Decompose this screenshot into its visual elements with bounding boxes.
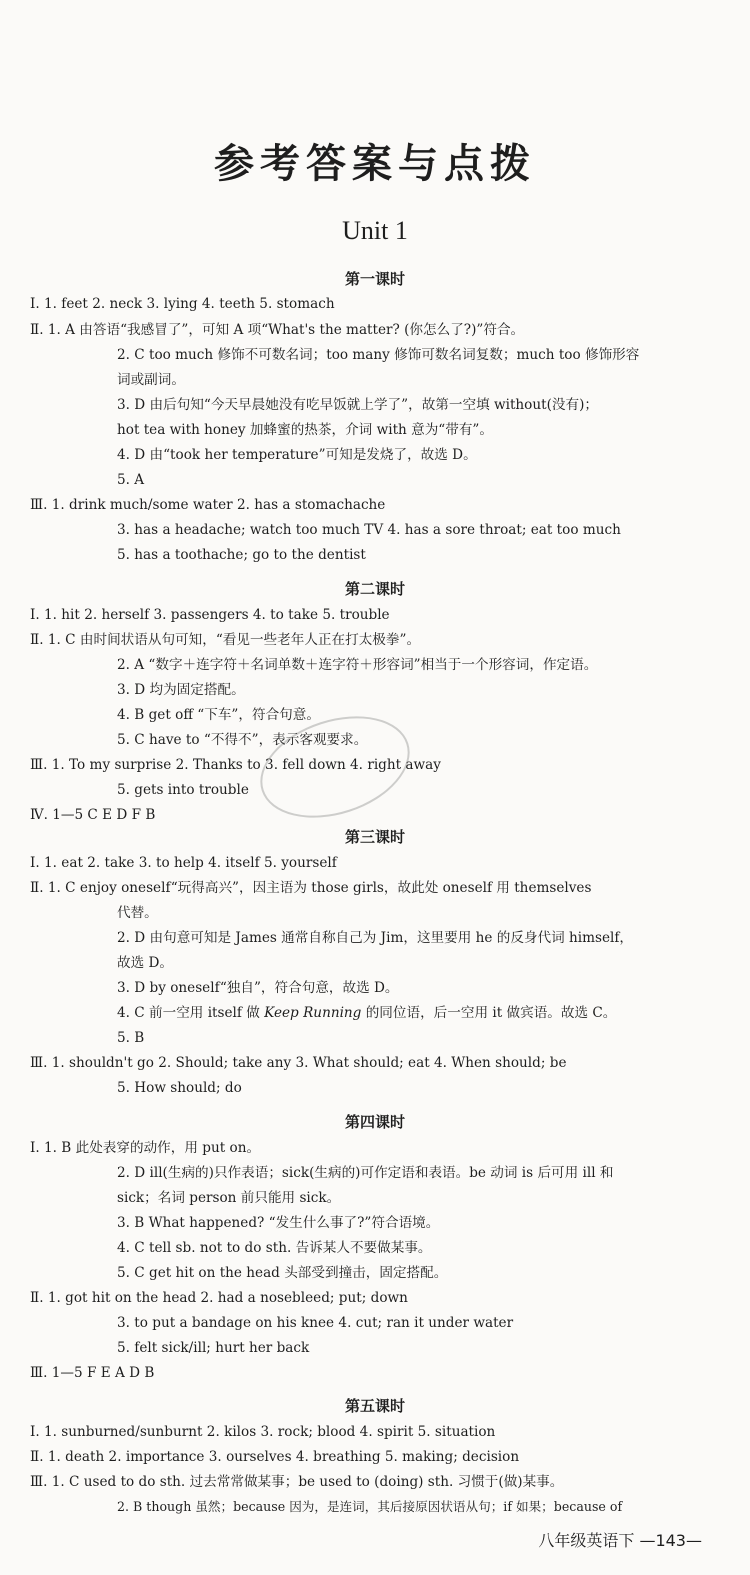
- answer-line: Ⅲ. 1—5 F E A D B: [30, 1365, 155, 1381]
- answer-line: 5. gets into trouble: [117, 782, 249, 798]
- answer-line: Ⅰ. 1. eat 2. take 3. to help 4. itself 5. yourself: [30, 855, 337, 871]
- answer-line: Ⅱ. 1. A 由答语“我感冒了”，可知 A 项“What's the matter? (你怎么了?)”符合。: [30, 322, 525, 338]
- answer-line: 4. D 由“took her temperature”可知是发烧了，故选 D。: [117, 447, 477, 463]
- answer-line: 4. C tell sb. not to do sth. 告诉某人不要做某事。: [117, 1240, 432, 1256]
- answer-line: Ⅰ. 1. hit 2. herself 3. passengers 4. to take 5. trouble: [30, 607, 390, 623]
- answer-line: Ⅰ. 1. feet 2. neck 3. lying 4. teeth 5. stomach: [30, 296, 335, 312]
- answer-line: 5. B: [117, 1030, 145, 1046]
- page-footer: 八年级英语下 —143—: [538, 1531, 702, 1550]
- answer-line: 2. C too much 修饰不可数名词；too many 修饰可数名词复数；much too 修饰形容: [117, 347, 640, 363]
- answer-line: 故选 D。: [117, 955, 174, 971]
- page-title: 参考答案与点拨: [214, 141, 536, 187]
- answer-line: 3. has a headache; watch too much TV 4. has a sore throat; eat too much: [117, 522, 621, 538]
- answer-line: 2. B though 虽然；because 因为，是连词，其后接原因状语从句；if 如果；because of: [117, 1499, 623, 1514]
- answer-line: 3. D 由后句知“今天早晨她没有吃早饭就上学了”，故第一空填 without(没有)；: [117, 397, 598, 413]
- answer-line: 2. D 由句意可知是 James 通常自称自己为 Jim，这里要用 he 的反身代词 himself，: [117, 930, 634, 946]
- answer-line: 词或副词。: [117, 372, 185, 388]
- answer-line: Ⅱ. 1. death 2. importance 3. ourselves 4. breathing 5. making; decision: [30, 1449, 520, 1465]
- answer-line: Ⅰ. 1. sunburned/sunburnt 2. kilos 3. rock; blood 4. spirit 5. situation: [30, 1424, 496, 1440]
- answer-text: 的同位语，后一空用 it 做宾语。故选 C。: [361, 1005, 617, 1021]
- answer-line: sick；名词 person 前只能用 sick。: [117, 1190, 341, 1206]
- answer-line: 3. D by oneself“独自”，符合句意，故选 D。: [117, 980, 399, 996]
- answer-line: hot tea with honey 加蜂蜜的热茶，介词 with 意为“带有”。: [117, 422, 493, 438]
- answer-line: 3. D 均为固定搭配。: [117, 682, 245, 698]
- answer-line: Ⅲ. 1. To my surprise 2. Thanks to 3. fell down 4. right away: [30, 757, 441, 773]
- answer-text: 4. C 前一空用 itself 做: [117, 1005, 260, 1021]
- answer-line: Ⅳ. 1—5 C E D F B: [30, 807, 156, 823]
- section-title-4: 第四课时: [344, 1113, 405, 1131]
- answer-line: 2. D ill(生病的)只作表语；sick(生病的)可作定语和表语。be 动词 is 后可用 ill 和: [117, 1165, 614, 1181]
- answer-line: Ⅰ. 1. B 此处表穿的动作，用 put on。: [30, 1140, 261, 1156]
- answer-line: Ⅱ. 1. got hit on the head 2. had a nosebleed; put; down: [30, 1290, 408, 1306]
- answer-line: Ⅲ. 1. C used to do sth. 过去常常做某事；be used to (doing) sth. 习惯于(做)某事。: [30, 1474, 564, 1490]
- answer-line: 5. How should; do: [117, 1080, 242, 1096]
- answer-line: 5. C get hit on the head 头部受到撞击，固定搭配。: [117, 1265, 448, 1281]
- answer-line: 5. C have to “不得不”，表示客观要求。: [117, 732, 368, 748]
- answer-line: 5. A: [117, 472, 145, 488]
- section-title-2: 第二课时: [344, 580, 405, 598]
- book-title: Keep Running: [264, 1005, 362, 1021]
- answer-line: 3. B What happened? “发生什么事了?”符合语境。: [117, 1215, 440, 1231]
- answer-line: Ⅱ. 1. C enjoy oneself“玩得高兴”，因主语为 those girls，故此处 oneself 用 themselves: [30, 880, 592, 896]
- section-title-3: 第三课时: [344, 828, 405, 846]
- section-title-1: 第一课时: [344, 270, 405, 288]
- answer-line: Ⅱ. 1. C 由时间状语从句可知，“看见一些老年人正在打太极拳”。: [30, 632, 421, 648]
- answer-line: 5. felt sick/ill; hurt her back: [117, 1340, 310, 1356]
- answer-line: Ⅲ. 1. shouldn't go 2. Should; take any 3. What should; eat 4. When should; be: [30, 1055, 567, 1071]
- site-watermark: [500, 1520, 730, 1570]
- answer-line: 3. to put a bandage on his knee 4. cut; ran it under water: [117, 1315, 514, 1331]
- answer-line: 4. B get off “下车”，符合句意。: [117, 707, 320, 723]
- answer-line: Ⅲ. 1. drink much/some water 2. has a stomachache: [30, 497, 386, 513]
- answer-line: 2. A “数字＋连字符＋名词单数＋连字符＋形容词”相当于一个形容词，作定语。: [117, 657, 598, 673]
- answer-line: 代替。: [117, 905, 158, 921]
- answer-line: [117, 1004, 616, 1022]
- section-title-5: 第五课时: [344, 1397, 405, 1415]
- unit-heading: Unit 1: [342, 216, 408, 245]
- answer-line: 5. has a toothache; go to the dentist: [117, 547, 366, 563]
